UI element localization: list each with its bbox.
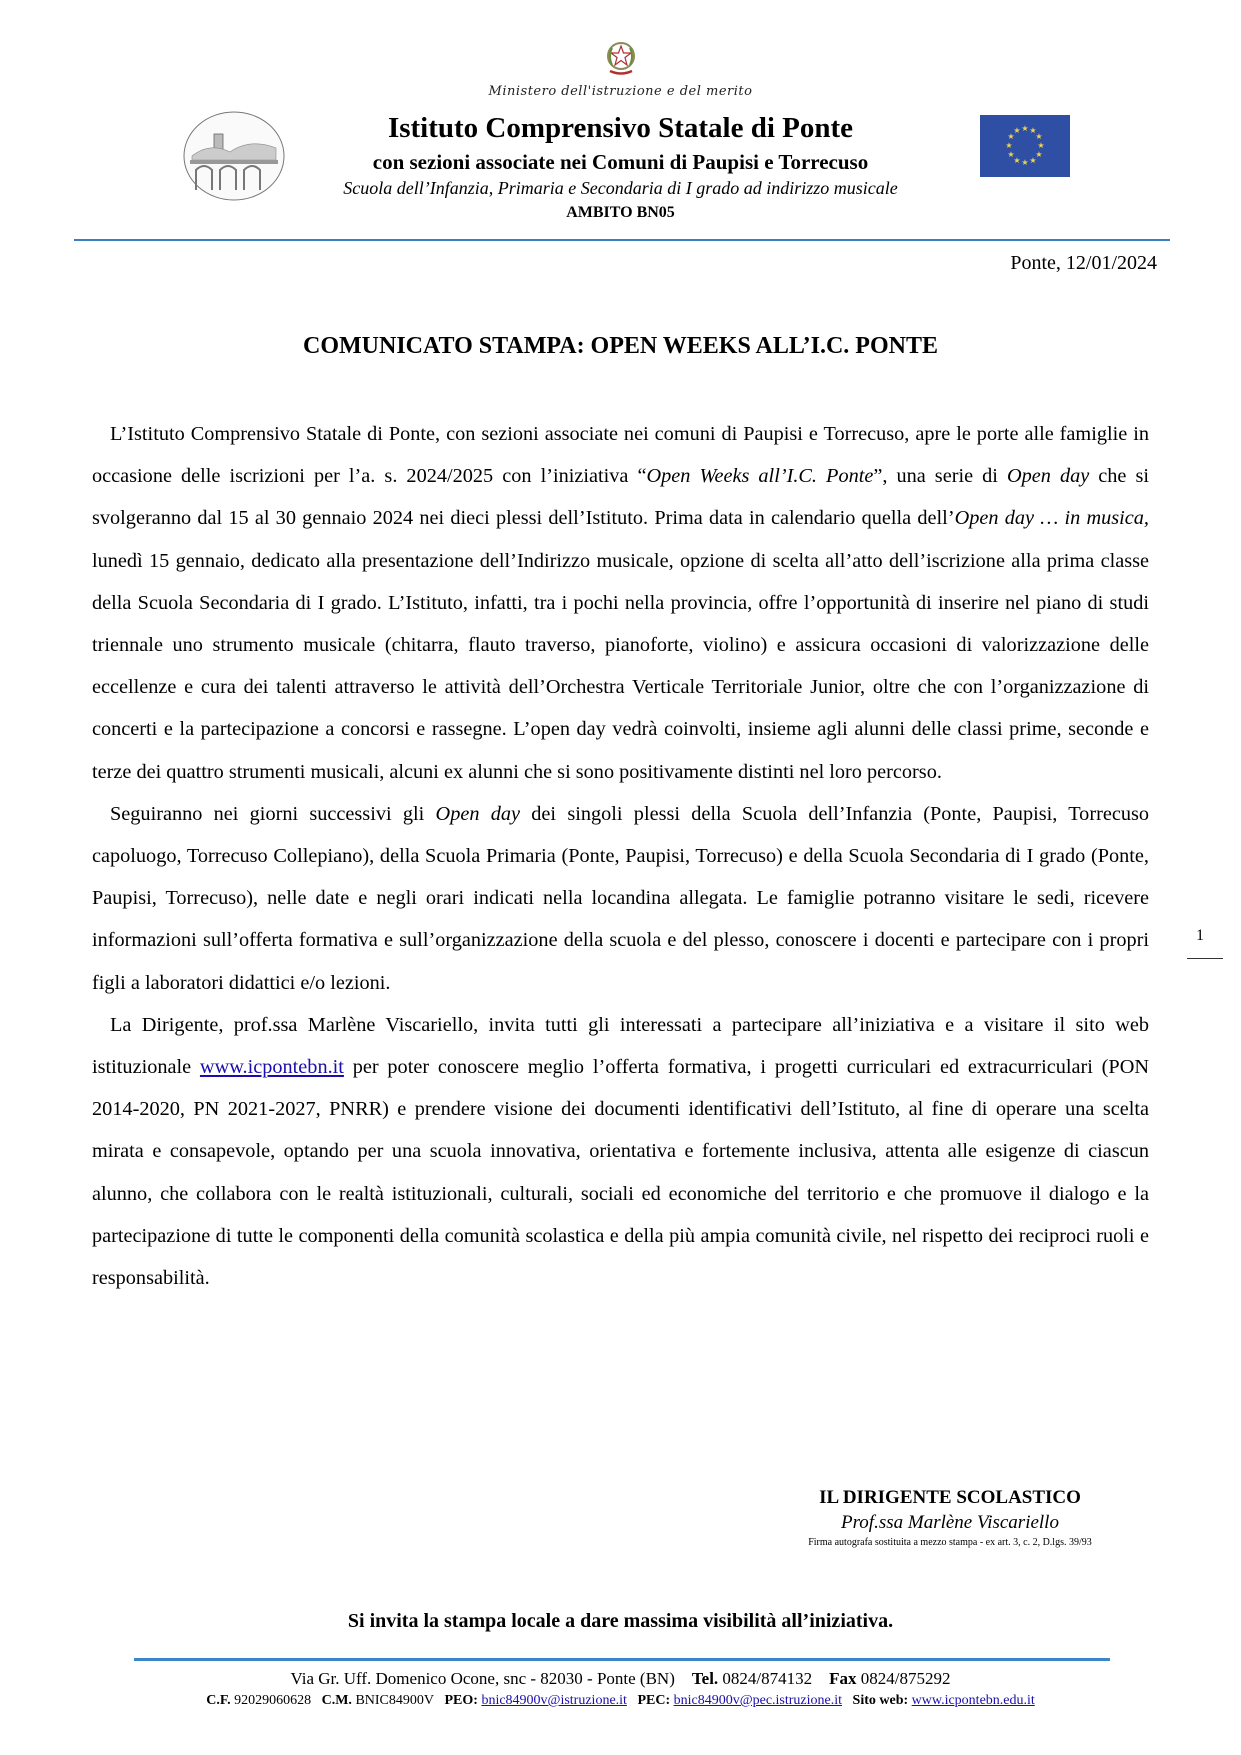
tel-label: Tel. [691, 1669, 719, 1688]
cf-value: 92029060628 [234, 1693, 312, 1708]
school-description: Scuola dell’Infanzia, Primaria e Secondaria di I grado ad indirizzo musicale [343, 178, 898, 198]
text-span: per poter conoscere meglio l’offerta formativa, i progetti curriculari ed extracurriculari (PON 2014-2020, PN 2021-2027, PNRR) e prendere visione dei documenti identificativi dell’Istituto, al fine di operare una scelta mirata e consapevole, optando per una scuola innovativa, orientativa e fortemente inclusiva, attenta alle esigenze di ciascun alunno, che collabora con le realtà istituzionali, culturali, sociali ed economiche del territorio e che promuove il dialogo e la partecipazione di tutte le componenti della comunità scolastica e della più ampia comunità civile, nel rispetto dei reciproci ruoli e responsabilità. [92, 1056, 1149, 1290]
peo-email-link[interactable]: bnic84900v@istruzione.it [481, 1693, 627, 1708]
svg-text:★: ★ [1013, 156, 1021, 165]
ministry-name: Ministero dell'istruzione e del merito [488, 84, 753, 99]
paragraph-1 [92, 413, 1149, 793]
svg-text:★: ★ [1035, 132, 1043, 141]
text-italic: Open day [1006, 465, 1090, 488]
paragraph-2 [92, 793, 1149, 1004]
svg-text:★: ★ [1035, 150, 1043, 159]
text-italic: Open day … in musica, [954, 507, 1149, 530]
text-italic: Open day [435, 802, 521, 825]
cm-label: C.M. [321, 1693, 352, 1708]
text-span: ”, una serie di [873, 465, 1007, 488]
page-number: 1 [1196, 927, 1204, 944]
document-body [92, 413, 1149, 1299]
header-divider [74, 239, 1170, 241]
svg-text:★: ★ [1021, 158, 1029, 167]
pec-email-link[interactable]: bnic84900v@pec.istruzione.it [673, 1693, 843, 1708]
svg-text:★: ★ [1029, 156, 1037, 165]
text-span: La Dirigente, prof.ssa Marlène Viscariello, invita tutti gli interessati a partecipare all’iniziativa e a visitare il sito web istituzionale [92, 1013, 1149, 1079]
web-label: Sito web: [852, 1693, 909, 1708]
text-italic: Open Weeks all’I.C. Ponte [646, 465, 874, 488]
fax-value: 0824/875292 [860, 1669, 951, 1688]
signature-note: Firma autografa sostituita a mezzo stampa - ex art. 3, c. 2, D.lgs. 39/93 [808, 1537, 1092, 1548]
peo-label: PEO: [444, 1693, 478, 1708]
footer-divider [134, 1658, 1110, 1661]
page-number-rule [1187, 958, 1223, 959]
tel-value: 0824/874132 [722, 1669, 813, 1688]
text-span: dei singoli plessi della Scuola dell’Infanzia (Ponte, Paupisi, Torrecuso capoluogo, Torrecuso Collepiano), della Scuola Primaria (Ponte, Paupisi, Torrecuso) e della Scuola Secondaria di I grado (Ponte, Paupisi, Torrecuso), nelle date e negli orari indicati nella locandina allegata. Le famiglie potranno visitare le sedi, ricevere informazioni sull’offerta formativa e sull’organizzazione della scuola e del plesso, conoscere i docenti e partecipare con i propri figli a laboratori didattici e/o lezioni. [92, 802, 1150, 994]
document-title: COMUNICATO STAMPA: OPEN WEEKS ALL’I.C. PONTE [303, 333, 938, 359]
svg-text:★: ★ [1029, 126, 1037, 135]
website-footer-link[interactable]: www.icpontebn.edu.it [911, 1693, 1035, 1708]
document-date: Ponte, 12/01/2024 [1010, 252, 1157, 274]
school-ambito: AMBITO BN05 [566, 204, 675, 221]
cf-label: C.F. [206, 1693, 231, 1708]
footer-identifiers [0, 1693, 1241, 1709]
school-subtitle: con sezioni associate nei Comuni di Paupisi e Torrecuso [372, 150, 869, 174]
text-span: L’Istituto Comprensivo Statale di Ponte, con sezioni associate nei comuni di Paupisi e Torrecuso, apre le porte alle famiglie in occasione delle iscrizioni per l’a. s. 2024/2025 con l’iniziativa “ [92, 423, 1149, 488]
svg-text:★: ★ [1021, 124, 1029, 133]
svg-text:★: ★ [1005, 141, 1013, 150]
text-span: lunedì 15 gennaio, dedicato alla presentazione dell’Indirizzo musicale, opzione di scelta all’atto dell’iscrizione alla prima classe della Scuola Secondaria di I grado. L’Istituto, infatti, tra i pochi nella provincia, offre l’opportunità di inserire nel piano di studi triennale uno strumento musicale (chitarra, flauto traverso, pianoforte, violino) e assicura occasioni di valorizzazione delle eccellenze e cura dei talenti attraverso le attività dell’Orchestra Verticale Territoriale Junior, oltre che con l’organizzazione di concerti e la partecipazione a concorsi e rassegne. L’open day vedrà coinvolti, insieme agli alunni delle classi prime, seconde e terze dei quattro strumenti musicali, alcuni ex alunni che si sono positivamente distinti nel loro percorso. [92, 549, 1149, 783]
paragraph-3 [92, 1004, 1149, 1299]
svg-text:★: ★ [1007, 150, 1015, 159]
pec-label: PEC: [637, 1693, 671, 1708]
signature-name: Prof.ssa Marlène Viscariello [841, 1512, 1059, 1533]
website-link[interactable]: www.icpontebn.it [199, 1056, 344, 1079]
svg-text:★: ★ [1037, 141, 1045, 150]
cm-value: BNIC84900V [355, 1693, 434, 1708]
footer-contacts [0, 1669, 1241, 1689]
fax-label: Fax [829, 1669, 857, 1688]
signature-title: IL DIRIGENTE SCOLASTICO [819, 1487, 1081, 1508]
italian-republic-emblem-icon [604, 38, 638, 78]
school-title: Istituto Comprensivo Statale di Ponte [387, 112, 854, 144]
svg-text:★: ★ [1007, 132, 1015, 141]
text-span: Seguiranno nei giorni successivi gli [110, 802, 436, 825]
svg-text:★: ★ [1013, 126, 1021, 135]
text-span: che si svolgeranno dal 15 al 30 gennaio 2024 nei dieci plessi dell’Istituto. Prima data in calendario quella dell’ [92, 465, 1149, 530]
footer-address: Via Gr. Uff. Domenico Ocone, snc - 82030 - Ponte (BN) [290, 1669, 675, 1688]
press-note: Si invita la stampa locale a dare massima visibilità all’iniziativa. [347, 1610, 894, 1632]
